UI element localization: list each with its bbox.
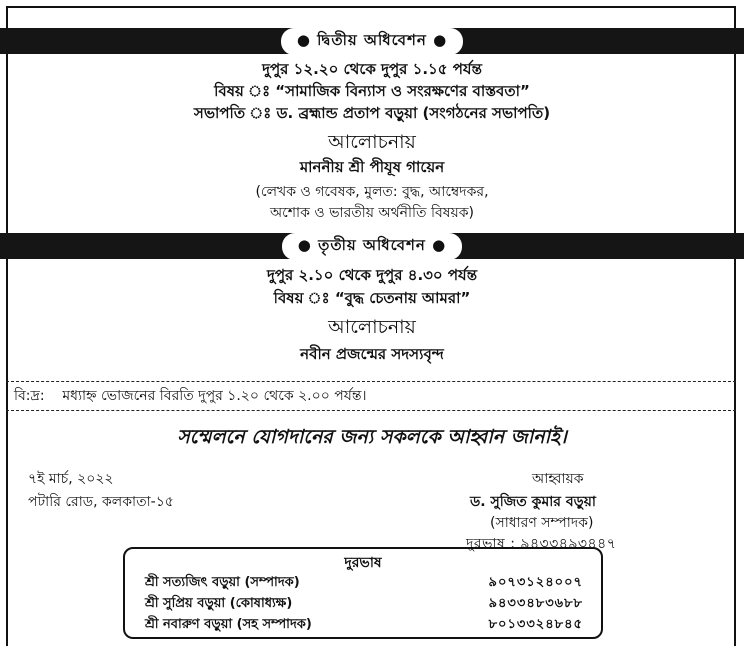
- session3-title-pill: ● তৃতীয় অধিবেশন ●: [282, 233, 462, 260]
- convener-role: (সাধারণ সম্পাদক): [490, 515, 594, 531]
- phone-row-number: ৯৪৩৩৪৮৩৬৮৮: [488, 596, 583, 611]
- notice-label: বি:দ্র:: [14, 388, 45, 404]
- phone-row: [135, 594, 595, 612]
- session3-title: তৃতীয় অধিবেশন: [318, 235, 426, 254]
- footer-date: ৭ই মার্চ, ২০২২: [28, 471, 114, 487]
- session3-time: দুপুর ২.১০ থেকে দুপুর ৪.৩০ পর্যন্ত: [266, 266, 478, 284]
- phone-row: [135, 573, 595, 591]
- session3-speaker: নবীন প্রজন্মের সদস্যবৃন্দ: [300, 345, 444, 363]
- invitation-text: সম্মেলনে যোগদানের জন্য সকলকে আহ্বান জানাই।: [177, 426, 567, 448]
- phone-row-name: শ্রী সত্যজিৎ বড়ুয়া (সম্পাদক): [145, 575, 300, 590]
- footer-address: পটারি রোড, কলকাতা-১৫: [28, 494, 174, 510]
- session2-speaker: মাননীয় শ্রী পীযূষ গায়েন: [299, 158, 445, 176]
- session2-title: দ্বিতীয় অধিবেশন: [317, 30, 427, 49]
- convener-phone: দুরভাষ : ৯৪৩৩৪৯৩৪৪৭: [466, 536, 617, 552]
- notice-text: মধ্যাহ্ন ভোজনের বিরতি দুপুর ১.২০ থেকে ২.০০ পর্যন্ত।: [62, 388, 367, 404]
- phone-row: [135, 615, 595, 633]
- phone-box-title: দুরভাষ: [344, 555, 382, 571]
- phone-row-name: শ্রী নবারুণ বড়ুয়া (সহ সম্পাদক): [145, 617, 312, 632]
- session3-discussion-heading: আলোচনায়: [328, 316, 416, 338]
- session2-time: দুপুর ১২.২০ থেকে দুপুর ১.১৫ পর্যন্ত: [262, 60, 482, 78]
- session3-topic: বিষয় ঃ “বুদ্ধ চেতনায় আমরা”: [273, 289, 471, 307]
- session2-chair: সভাপতি ঃ ড. ব্রহ্মান্ড প্রতাপ বড়ুয়া (সংগঠনের সভাপতি): [193, 104, 551, 122]
- session3-banner: [0, 233, 744, 259]
- phone-row-name: শ্রী সুপ্রিয় বড়ুয়া (কোষাধ্যক্ষ): [145, 596, 293, 611]
- session2-speaker-desc-1: (লেখক ও গবেষক, মুলত: বুদ্ধ, আম্বেদকর,: [255, 184, 489, 200]
- phone-row-number: ৮০১৩৩২৪৮৪৫: [488, 617, 583, 632]
- session2-title-pill: ● দ্বিতীয় অধিবেশন ●: [281, 28, 463, 55]
- phone-row-number: ৯০৭৩১২৪০০৭: [488, 575, 583, 590]
- session2-banner: [0, 28, 744, 54]
- notice-bar: [6, 381, 736, 411]
- session2-discussion-heading: আলোচনায়: [328, 131, 416, 153]
- session2-speaker-desc-2: অশোক ও ভারতীয় অর্থনীতি বিষয়ক): [269, 205, 475, 221]
- convener-label: আহ্বায়ক: [532, 471, 584, 487]
- phone-box: [123, 547, 603, 639]
- convener-name: ড. সুজিত কুমার বড়ুয়া: [470, 494, 596, 510]
- session2-topic: বিষয় ঃ “সামাজিক বিন্যাস ও সংরক্ষণের বাস্তবতা”: [214, 82, 530, 100]
